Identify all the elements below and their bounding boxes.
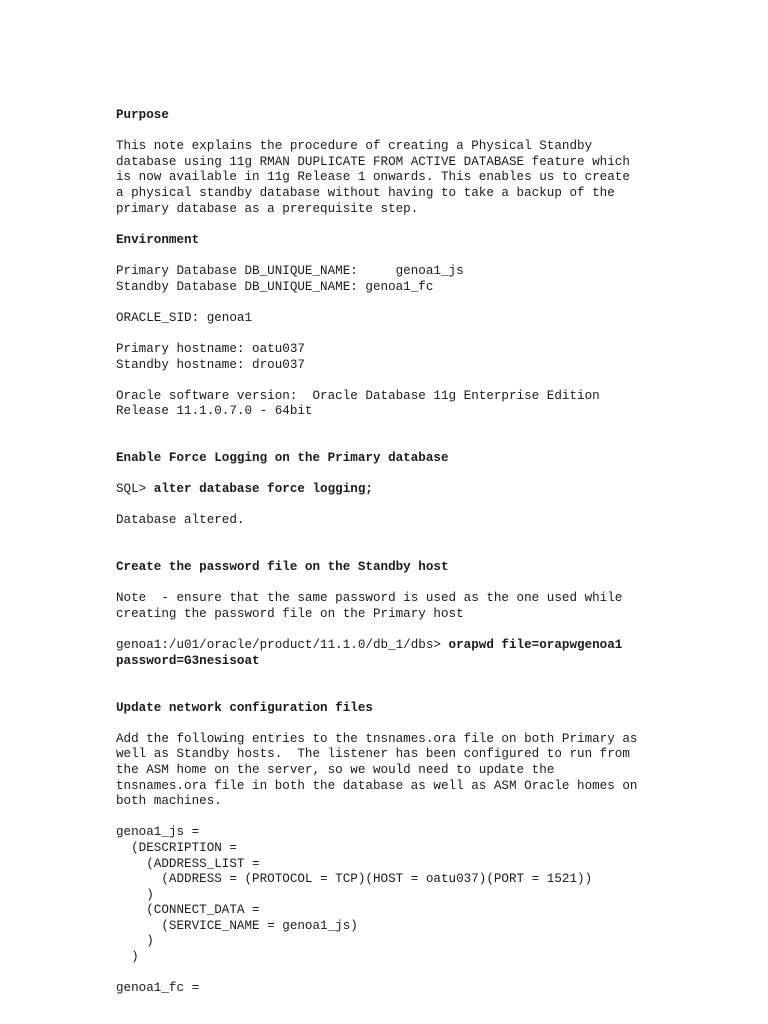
force-logging-heading: Enable Force Logging on the Primary database [116,451,449,466]
text-line: This note explains the procedure of creating a Physical Standby [116,139,593,154]
sql-result: Database altered. [116,513,245,528]
code-line: ) [116,950,139,965]
sql-command-line [116,482,756,498]
network-paragraph [116,732,756,810]
code-line: (ADDRESS_LIST = [116,856,260,871]
orapwd-password: password=G3nesisoat [116,653,260,668]
code-line: genoa1_js = [116,825,200,840]
standby-hostname: Standby hostname: drou037 [116,357,305,372]
code-line: (CONNECT_DATA = [116,903,260,918]
shell-path: genoa1:/u01/oracle/product/11.1.0/db_1/dbs> [116,638,449,653]
code-line: (DESCRIPTION = [116,840,237,855]
code-line: (SERVICE_NAME = genoa1_js) [116,918,358,933]
sql-command: alter database force logging; [153,482,373,497]
primary-db-name: Primary Database DB_UNIQUE_NAME: genoa1_js [116,263,464,278]
password-file-heading: Create the password file on the Standby host [116,560,449,575]
text-line: tnsnames.ora file in both the database as well as ASM Oracle homes on [116,778,638,793]
purpose-paragraph [116,139,756,217]
orapwd-command-line [116,638,756,654]
code-line: ) [116,934,154,949]
tns-entry-genoa1-js [116,825,756,965]
orapwd-command: orapwd file=orapwgenoa1 [448,638,623,653]
primary-hostname: Primary hostname: oatu037 [116,341,305,356]
sql-prompt: SQL> [116,482,154,497]
note-line: creating the password file on the Primary host [116,607,464,621]
code-line: (ADDRESS = (PROTOCOL = TCP)(HOST = oatu037)(PORT = 1521)) [116,872,593,887]
text-line: both machines. [116,794,222,809]
text-line: a physical standby database without having to take a backup of the [116,185,615,200]
text-line: primary database as a prerequisite step. [116,201,419,216]
oracle-sid: ORACLE_SID: genoa1 [116,310,253,325]
tns-entry-genoa1-fc: genoa1_fc = [116,981,200,996]
text-line: database using 11g RMAN DUPLICATE FROM ACTIVE DATABASE feature which [116,154,630,169]
software-release: Release 11.1.0.7.0 - 64bit [116,404,313,419]
network-heading: Update network configuration files [116,700,373,715]
environment-heading: Environment [116,232,200,247]
purpose-heading: Purpose [116,108,169,122]
text-line: is now available in 11g Release 1 onwards. This enables us to create [116,170,630,185]
code-line: ) [116,887,154,902]
text-line: Add the following entries to the tnsnames.ora file on both Primary as [116,731,638,746]
text-line: the ASM home on the server, so we would need to update the [116,762,555,777]
text-line: well as Standby hosts. The listener has been configured to run from [116,747,630,762]
note-line: Note - ensure that the same password is used as the one used while [116,591,623,606]
document-page [116,108,756,997]
standby-db-name: Standby Database DB_UNIQUE_NAME: genoa1_fc [116,279,434,294]
software-version: Oracle software version: Oracle Database 11g Enterprise Edition [116,388,600,403]
